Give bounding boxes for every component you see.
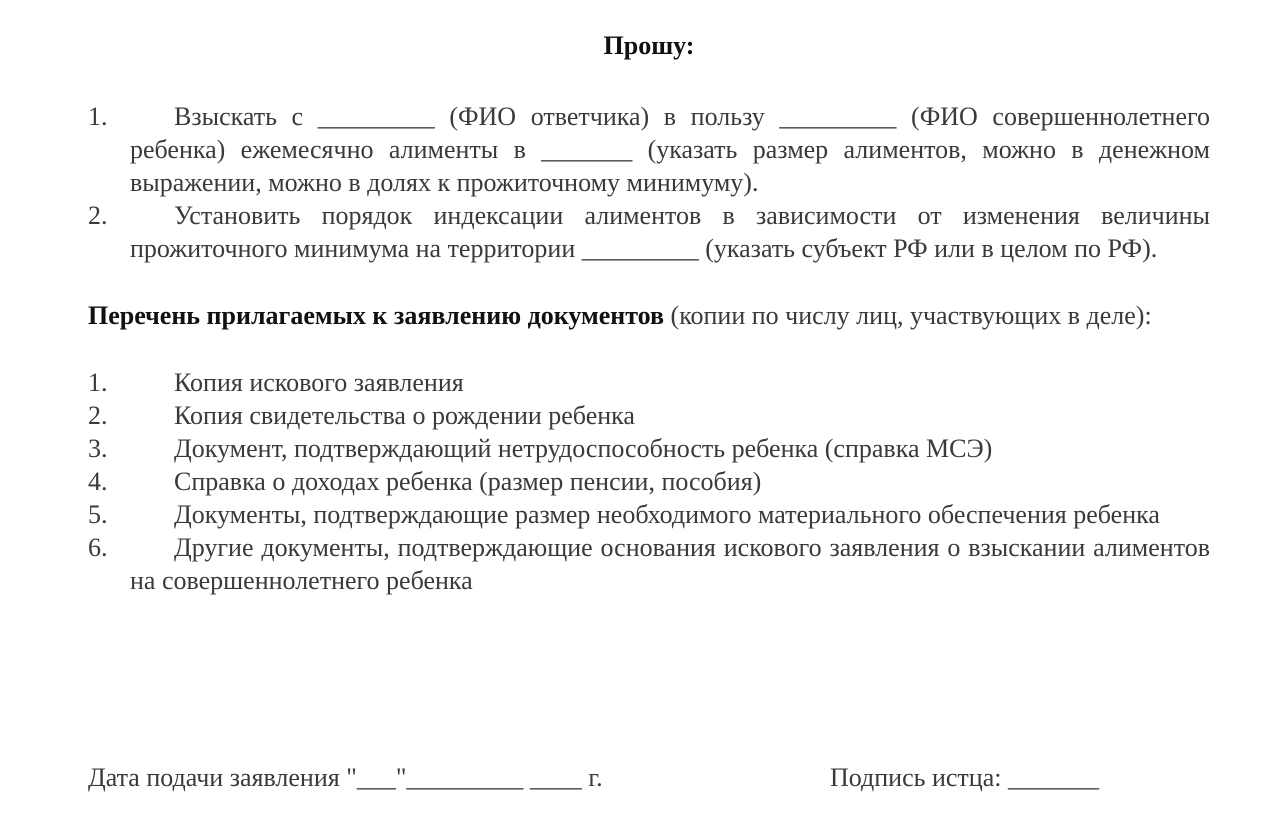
attachment-item-number: 5. <box>88 500 108 529</box>
attachments-heading-note: (копии по числу лиц, участвующих в деле): <box>664 301 1152 330</box>
request-item <box>88 100 1210 199</box>
attachment-item-text: Справка о доходах ребенка (размер пенсии, пособия) <box>174 467 762 496</box>
attachment-item-text: Копия искового заявления <box>174 368 464 397</box>
footer <box>88 761 1210 794</box>
attachments-heading-bold: Перечень прилагаемых к заявлению документов <box>88 301 665 330</box>
document-page <box>88 28 1210 597</box>
attachment-item-text: Документ, подтверждающий нетрудоспособность ребенка (справка МСЭ) <box>174 434 993 463</box>
filing-date-line: Дата подачи заявления "___"_________ ____ г. <box>88 763 603 792</box>
attachment-item-number: 3. <box>88 434 108 463</box>
attachment-item <box>88 399 1210 432</box>
request-item-number: 2. <box>88 201 108 230</box>
request-item-text: Взыскать с _________ (ФИО ответчика) в пользу _________ (ФИО совершеннолетнего ребенка) ежемесячно алименты в _______ (указать размер алиментов, можно в денежном выражении, можно в долях к прожиточному минимуму). <box>130 102 1210 197</box>
attachments-heading <box>88 299 1210 332</box>
request-item <box>88 199 1210 265</box>
request-item-text: Установить порядок индексации алиментов в зависимости от изменения величины прожиточного минимума на территории _________ (указать субъект РФ или в целом по РФ). <box>130 201 1210 263</box>
attachment-item-number: 1. <box>88 368 108 397</box>
attachment-item-number: 4. <box>88 467 108 496</box>
request-title: Прошу: <box>603 31 695 60</box>
attachments-list <box>88 366 1210 597</box>
attachment-item <box>88 432 1210 465</box>
request-list <box>88 100 1210 265</box>
attachment-item-number: 6. <box>88 533 108 562</box>
plaintiff-signature-line: Подпись истца: _______ <box>830 763 1099 792</box>
attachment-item-text: Документы, подтверждающие размер необходимого материального обеспечения ребенка <box>174 500 1160 529</box>
attachment-item-text: Другие документы, подтверждающие основания искового заявления о взыскании алиментов на совершеннолетнего ребенка <box>130 533 1210 595</box>
attachment-item <box>88 366 1210 399</box>
request-item-number: 1. <box>88 102 108 131</box>
attachment-item-text: Копия свидетельства о рождении ребенка <box>174 401 635 430</box>
attachment-item <box>88 498 1210 531</box>
attachment-item <box>88 465 1210 498</box>
attachment-item-number: 2. <box>88 401 108 430</box>
attachment-item <box>88 531 1210 597</box>
